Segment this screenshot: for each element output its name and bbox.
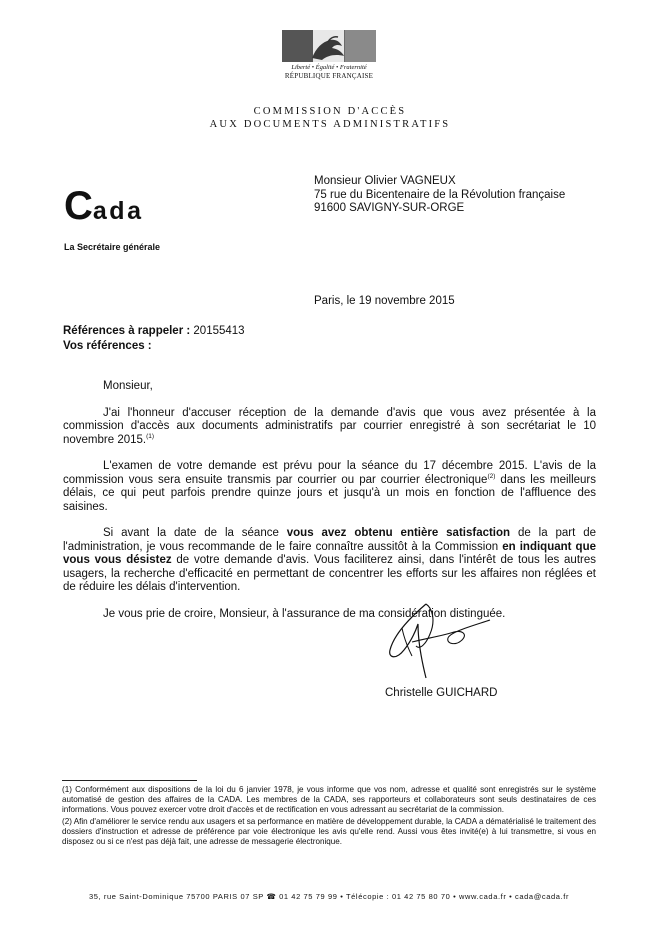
- footnote-2: (2) Afin d'améliorer le service rendu aux usagers et sa performance en matière de développement durable, la CADA a dématérialisé le traitement des dossiers d'instruction et adresse de préférence par voie électronique les avis qu'elle rend. Aussi vous êtes invité(e) à lui transmettre, si vous en disposez ou si ce n'est pas déjà fait, une adresse de messagerie électronique.: [62, 817, 596, 846]
- references: [63, 324, 245, 354]
- greeting: Monsieur,: [103, 380, 153, 392]
- signature: [382, 598, 494, 682]
- closing: Je vous prie de croire, Monsieur, à l'assurance de ma considération distinguée.: [103, 607, 506, 620]
- references-label: Références à rappeler :: [63, 325, 191, 337]
- recipient-street: 75 rue du Bicentenaire de la Révolution française: [314, 188, 566, 201]
- recipient-name: Monsieur Olivier VAGNEUX: [314, 175, 456, 187]
- commission-title-1: COMMISSION D'ACCÈS: [253, 106, 407, 117]
- republic-label: RÉPUBLIQUE FRANÇAISE: [284, 72, 374, 80]
- commission-title-2: AUX DOCUMENTS ADMINISTRATIFS: [209, 119, 451, 130]
- cada-logo: [64, 184, 143, 229]
- cada-logo-ada: ada: [92, 197, 144, 225]
- paragraph-2: L'examen de votre demande est prévu pour la séance du 17 décembre 2015. L'avis de la commission vous sera ensuite transmis par courrier ou par courrier électronique$^{(2)}$ dans les meilleurs délais, ce qui peut parfois prendre quinze jours et jusqu'à un mois en fonction de l'affluence des saisines.: [63, 460, 597, 513]
- footnotes: [62, 785, 596, 850]
- letter-date: Paris, le 19 novembre 2015: [314, 295, 455, 307]
- marianne-icon: [282, 30, 376, 62]
- footer-contact: 35, rue Saint-Dominique 75700 PARIS 07 SP ☎ 01 42 75 79 99 • Télécopie : 01 42 75 80 70 • www.cada.fr • cada@cada.fr: [88, 892, 570, 901]
- secretary-general-label: La Secrétaire générale: [64, 242, 161, 252]
- letter-body: [63, 380, 596, 621]
- your-references-label: Vos références :: [63, 340, 152, 352]
- recipient-address: [314, 175, 565, 216]
- signatory-name: Christelle GUICHARD: [385, 687, 498, 699]
- footnote-ref-1: (1): [146, 432, 155, 440]
- footnote-divider: [62, 780, 197, 781]
- cada-logo-c: C: [64, 184, 93, 228]
- republique-francaise-logo: [282, 30, 378, 90]
- references-value: 20155413: [193, 325, 245, 337]
- footnote-ref-2: (2): [487, 472, 496, 480]
- paragraph-3: Si avant la date de la séance vous avez obtenu entière satisfaction de la part de l'administration, je vous recommande de le faire connaître aussitôt à la Commission en indiquant que vous vous désistez de votre demande d'avis. Vous faciliterez ainsi, dans l'intérêt de tous les autres usagers, la recherche d'efficacité en permettant de concentrer les efforts sur les affaires non réglées et de réduire les délais d'intervention.: [63, 527, 596, 593]
- paragraph-1: J'ai l'honneur d'accuser réception de la demande d'avis que vous avez présentée à la commission d'accès aux documents administratifs par courrier enregistré à son secrétariat le 10 novembre 2015.$^{(1)}$: [63, 406, 596, 446]
- recipient-city: 91600 SAVIGNY-SUR-ORGE: [314, 202, 465, 214]
- motto: Liberté • Égalité • Fraternité: [291, 64, 367, 71]
- footnote-1: (1) Conformément aux dispositions de la loi du 6 janvier 1978, je vous informe que vos nom, adresse et qualité sont enregistrés sur le système automatisé de gestion des affaires de la CADA. Les membres de la CADA, ses rapporteurs et collaborateurs sont seuls destinataires de ces informations. Vous pouvez exercer votre droit d'accès et de rectification en vous adressant au secrétariat de la commission.: [62, 785, 596, 814]
